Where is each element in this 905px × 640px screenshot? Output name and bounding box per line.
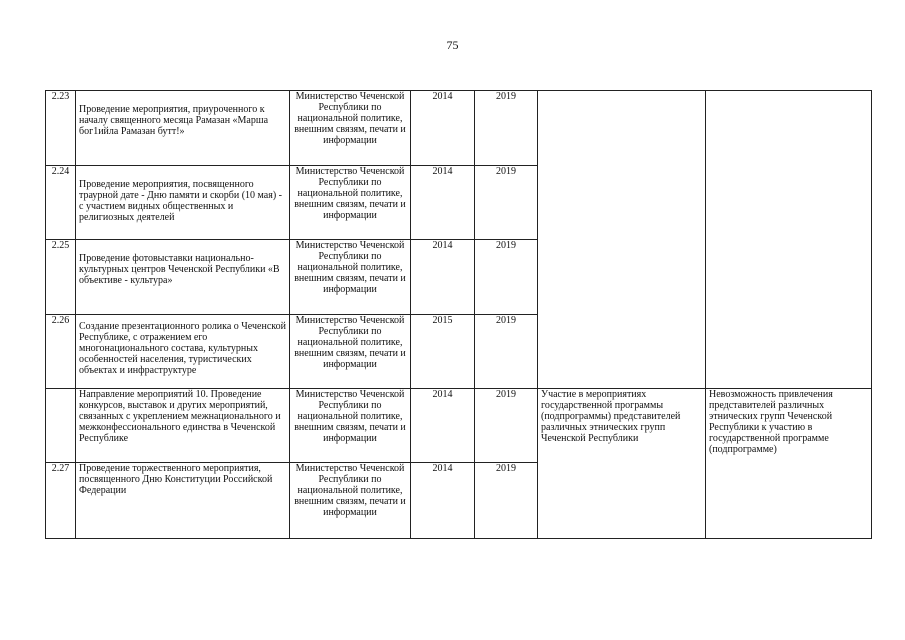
- responsible-executor: Министерство Чеченской Республики по национальной политике, внешним связям, печати и информации: [290, 463, 411, 539]
- end-year: 2019: [475, 463, 538, 539]
- expected-result-cell-empty: [538, 91, 706, 389]
- row-number: 2.23: [46, 91, 76, 166]
- expected-result: Участие в мероприятиях государственной программы (подпрограммы) представителей различных этнических групп Чеченской Республики: [538, 389, 706, 539]
- start-year: 2015: [411, 315, 475, 389]
- responsible-executor: Министерство Чеченской Республики по национальной политике, внешним связям, печати и информации: [290, 91, 411, 166]
- end-year: 2019: [475, 166, 538, 240]
- program-activities-table: [45, 90, 872, 539]
- row-number: 2.27: [46, 463, 76, 539]
- end-year: 2019: [475, 91, 538, 166]
- table-row: [46, 389, 872, 463]
- start-year: 2014: [411, 463, 475, 539]
- row-number: 2.25: [46, 240, 76, 315]
- start-year: 2014: [411, 240, 475, 315]
- activity-description: Проведение торжественного мероприятия, посвященного Дню Конституции Российской Федерации: [76, 463, 290, 539]
- activity-description: Проведение мероприятия, приуроченного к началу священного месяца Рамазан «Марша бог1ийла Рамазан бутт!»: [76, 91, 290, 166]
- page-number: 75: [446, 38, 459, 52]
- end-year: 2019: [475, 315, 538, 389]
- row-number: 2.24: [46, 166, 76, 240]
- activity-description: Создание презентационного ролика о Чеченской Республике, с отражением его многонационального состава, культурных особенностей населения, туристических объектах и инфраструктуре: [76, 315, 290, 389]
- implementation-risk: Невозможность привлечения представителей различных этнических групп Чеченской Республики к участию в государственной программе (подпрограмме): [706, 389, 872, 539]
- responsible-executor: Министерство Чеченской Республики по национальной политике, внешним связям, печати и информации: [290, 240, 411, 315]
- risk-cell-empty: [706, 91, 872, 389]
- row-number: 2.26: [46, 315, 76, 389]
- activity-description: Проведение мероприятия, посвященного траурной дате - Дню памяти и скорби (10 мая) - с участием видных общественных и религиозных деятелей: [76, 166, 290, 240]
- row-number: [46, 389, 76, 463]
- responsible-executor: Министерство Чеченской Республики по национальной политике, внешним связям, печати и информации: [290, 166, 411, 240]
- start-year: 2014: [411, 91, 475, 166]
- activity-direction-description: Направление мероприятий 10. Проведение конкурсов, выставок и других мероприятий, связанных с укреплением межнационального и межконфессионального единства в Чеченской Республике: [76, 389, 290, 463]
- activity-description: Проведение фотовыставки национально-культурных центров Чеченской Республики «В объективе - культура»: [76, 240, 290, 315]
- responsible-executor: Министерство Чеченской Республики по национальной политике, внешним связям, печати и информации: [290, 389, 411, 463]
- end-year: 2019: [475, 240, 538, 315]
- responsible-executor: Министерство Чеченской Республики по национальной политике, внешним связям, печати и информации: [290, 315, 411, 389]
- table-row: [46, 91, 872, 166]
- start-year: 2014: [411, 166, 475, 240]
- start-year: 2014: [411, 389, 475, 463]
- end-year: 2019: [475, 389, 538, 463]
